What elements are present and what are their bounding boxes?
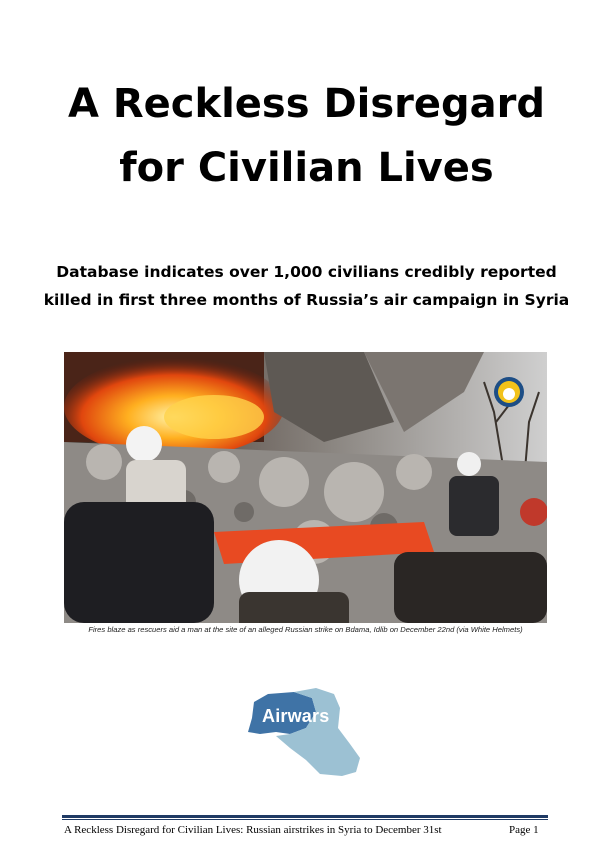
document-title (0, 72, 613, 200)
document-subtitle (30, 258, 583, 314)
rescue-photo-illustration (64, 352, 547, 623)
footer-divider-thin (62, 819, 548, 820)
subtitle-line-2: killed in first three months of Russia’s air campaign in Syria (43, 291, 570, 309)
title-line-1: A Reckless Disregard (67, 81, 546, 127)
footer-divider (62, 815, 548, 818)
airwars-logo (246, 688, 364, 780)
subtitle-line-1: Database indicates over 1,000 civilians credibly reported (56, 263, 557, 281)
title-line-2: for Civilian Lives (119, 145, 494, 191)
photo-caption: Fires blaze as rescuers aid a man at the site of an alleged Russian strike on Bdama, Idlib on December 22nd (via White Helmets) (88, 625, 523, 634)
rescue-photo (64, 352, 547, 623)
footer-document-title: A Reckless Disregard for Civilian Lives: Russian airstrikes in Syria to December 31st (64, 824, 442, 836)
airwars-logo-text: Airwars (262, 706, 330, 726)
footer-page-number: Page 1 (509, 824, 539, 836)
